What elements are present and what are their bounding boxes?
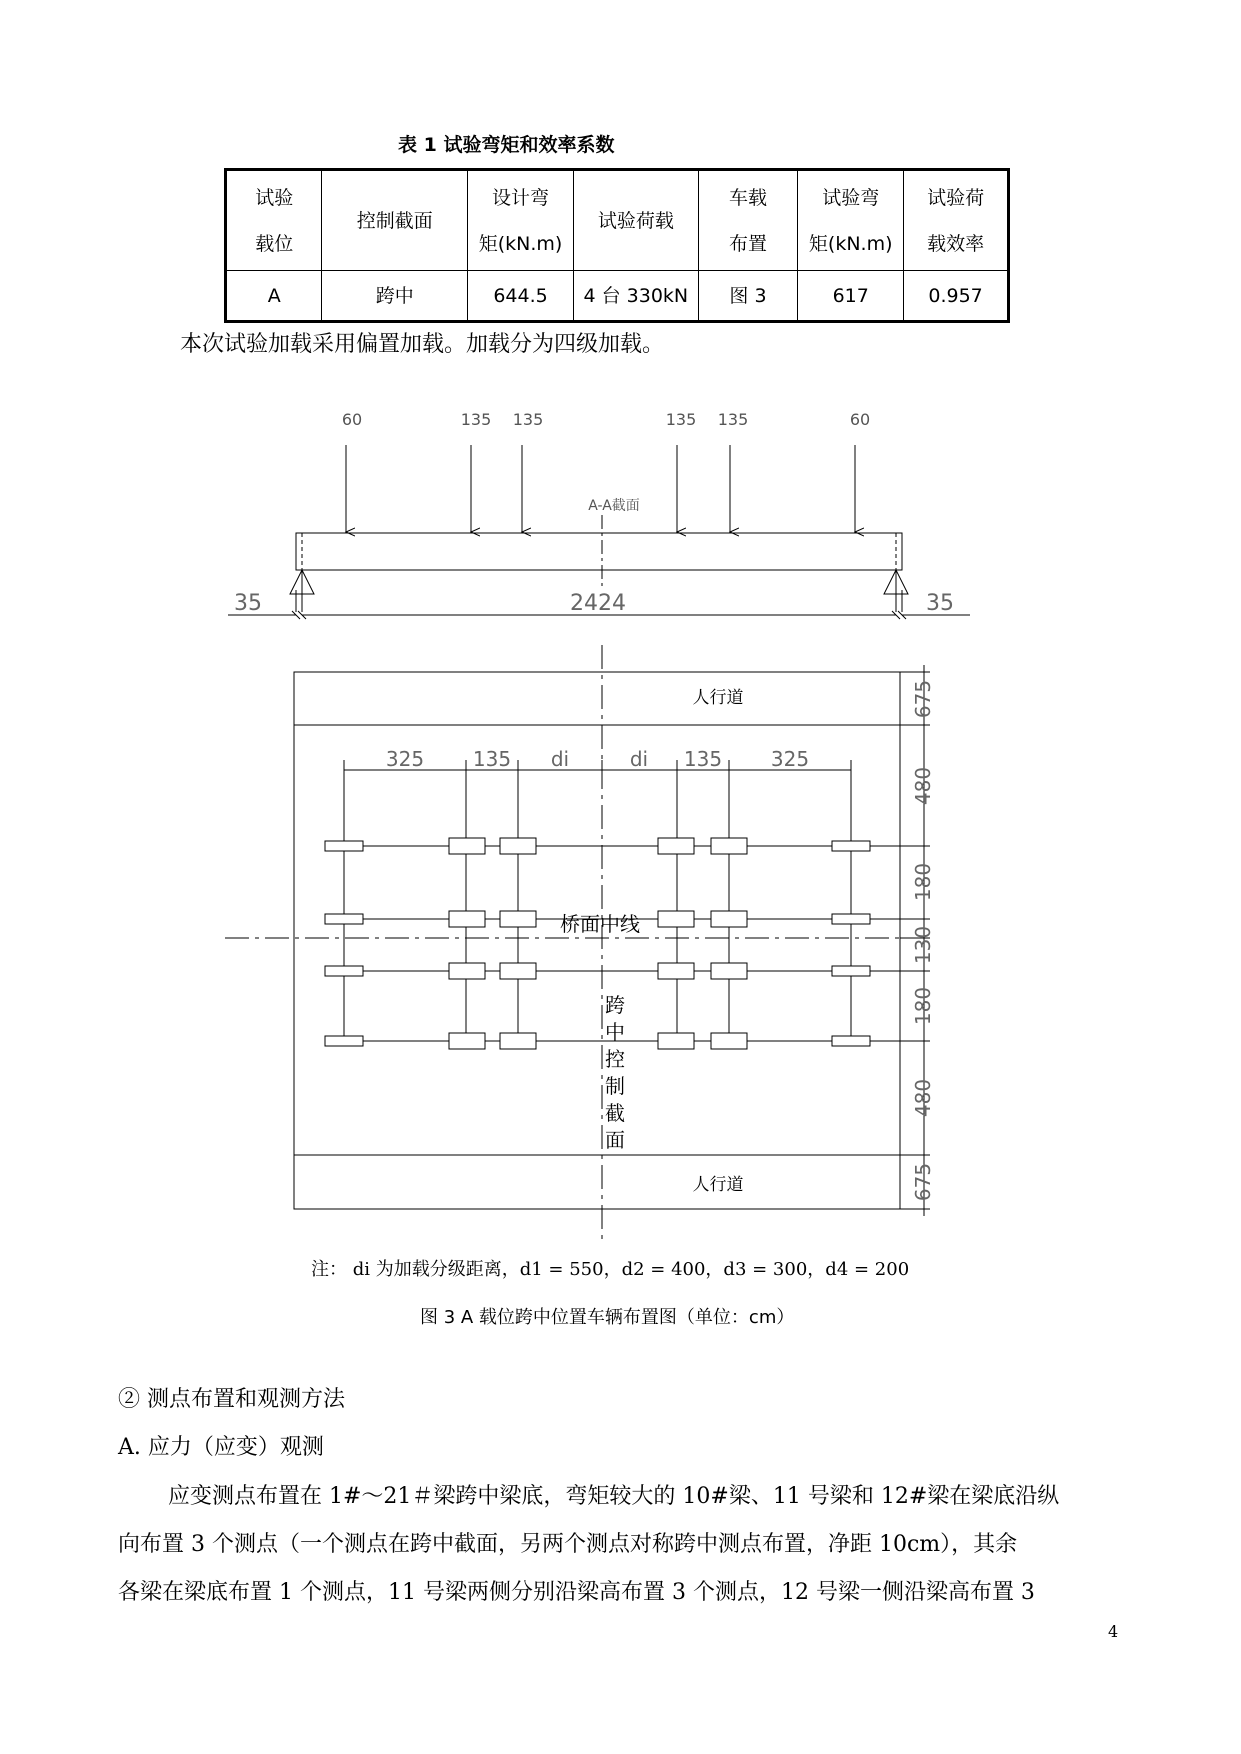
header-cell: 试验荷载 <box>573 170 698 271</box>
wheel <box>500 1033 536 1049</box>
dim-text: 675 <box>911 1162 935 1202</box>
wheel <box>449 1033 485 1049</box>
table-cell: A <box>226 271 322 322</box>
dim-text: 325 <box>385 747 425 771</box>
wheel <box>711 1033 747 1049</box>
header-cell: 车载 布置 <box>698 170 798 271</box>
wheel <box>500 963 536 979</box>
sub-heading: A. 应力（应变）观测 <box>118 1435 324 1460</box>
sidewalk-label: 人行道 <box>692 1175 744 1195</box>
table-cell: 0.957 <box>904 271 1009 322</box>
figure-note: 注： di 为加载分级距离，d1 = 550，d2 = 400，d3 = 300，d4 = 200 <box>311 1259 910 1280</box>
figure-caption: 图 3 A 载位跨中位置车辆布置图（单位：cm） <box>420 1307 795 1328</box>
midspan-char: 面 <box>605 1128 625 1152</box>
wheel <box>500 911 536 927</box>
wheel <box>658 911 694 927</box>
dim-text: 130 <box>911 925 935 965</box>
dim-text: 135 <box>472 747 512 771</box>
centerline-label: 桥面中线 <box>560 912 640 936</box>
header-cell: 试验 载位 <box>226 170 322 271</box>
table-cell: 4 台 330kN <box>573 271 698 322</box>
midspan-char: 控 <box>605 1047 625 1071</box>
dim-text: di <box>550 747 570 771</box>
wheel <box>449 911 485 927</box>
body-line: 各梁在梁底布置 1 个测点，11 号梁两侧分别沿梁高布置 3 个测点，12 号梁一侧沿梁高布置 3 <box>118 1580 1035 1605</box>
body-line: 向布置 3 个测点（一个测点在跨中截面，另两个测点对称跨中测点布置，净距 10cm），其余 <box>118 1532 1018 1557</box>
table-cell: 644.5 <box>468 271 574 322</box>
wheel <box>500 838 536 854</box>
header-cell: 试验荷 载效率 <box>904 170 1009 271</box>
table-row <box>226 271 1009 322</box>
midspan-char: 截 <box>605 1101 625 1125</box>
wheel <box>325 966 363 976</box>
wheel <box>325 914 363 924</box>
vehicle-layout-figure <box>0 380 1241 1260</box>
load-label: 60 <box>341 410 363 429</box>
load-label: 135 <box>717 410 749 429</box>
dim-text: 180 <box>911 986 935 1026</box>
load-label: 135 <box>460 410 492 429</box>
header-cell: 控制截面 <box>322 170 468 271</box>
dim-text: 180 <box>911 862 935 902</box>
body-line: 应变测点布置在 1#～21＃梁跨中梁底，弯矩较大的 10#梁、11 号梁和 12#梁在梁底沿纵 <box>168 1484 1060 1509</box>
dim-text: 675 <box>911 679 935 719</box>
wheel <box>832 914 870 924</box>
wheel <box>449 838 485 854</box>
wheel <box>325 841 363 851</box>
load-label: 135 <box>665 410 697 429</box>
sidewalk-label: 人行道 <box>692 688 744 708</box>
wheel <box>711 838 747 854</box>
table-header-row <box>226 170 1009 271</box>
wheel <box>711 963 747 979</box>
midspan-char: 中 <box>605 1020 625 1044</box>
wheel <box>658 1033 694 1049</box>
dim-text: 480 <box>911 766 935 806</box>
dim-text: 325 <box>770 747 810 771</box>
section-label: A-A截面 <box>588 498 640 514</box>
load-label: 60 <box>849 410 871 429</box>
table-cell: 617 <box>798 271 904 322</box>
wheel <box>658 838 694 854</box>
header-cell: 试验弯 矩(kN.m) <box>798 170 904 271</box>
table-cell: 跨中 <box>322 271 468 322</box>
header-cell: 设计弯 矩(kN.m) <box>468 170 574 271</box>
test-moment-table <box>224 168 1010 323</box>
deck-plan <box>294 672 900 1209</box>
wheel <box>832 966 870 976</box>
dim-text: 2424 <box>570 591 626 616</box>
section-heading: ② 测点布置和观测方法 <box>118 1387 345 1412</box>
intro-text: 本次试验加载采用偏置加载。加载分为四级加载。 <box>180 332 665 357</box>
table-caption: 表 1 试验弯矩和效率系数 <box>398 134 615 156</box>
wheel <box>325 1036 363 1046</box>
midspan-char: 跨 <box>605 993 625 1017</box>
wheel <box>832 1036 870 1046</box>
midspan-char: 制 <box>605 1074 625 1098</box>
wheel <box>658 963 694 979</box>
page-number: 4 <box>1108 1622 1119 1641</box>
dim-text: 480 <box>911 1078 935 1118</box>
load-label: 135 <box>512 410 544 429</box>
dim-text: 35 <box>926 591 954 616</box>
wheel <box>832 841 870 851</box>
dim-text: 135 <box>683 747 723 771</box>
wheel <box>711 911 747 927</box>
wheel <box>449 963 485 979</box>
table-cell: 图 3 <box>698 271 798 322</box>
dim-text: 35 <box>234 591 262 616</box>
dim-text: di <box>629 747 649 771</box>
beam-elevation <box>296 533 902 570</box>
